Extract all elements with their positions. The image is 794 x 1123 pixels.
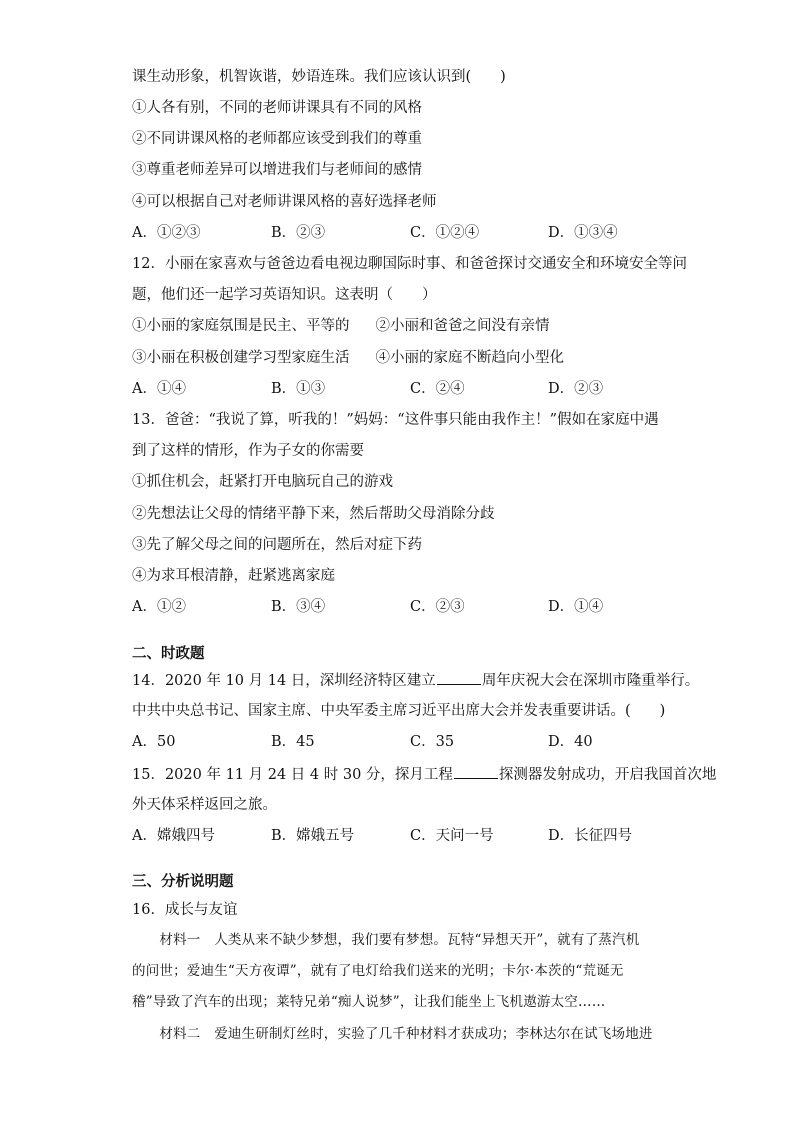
q13-item-1: ①抓住机会，赶紧打开电脑玩自己的游戏	[132, 474, 393, 490]
q12-stem-line-2: 题，他们还一起学习英语知识。这表明（ ）	[132, 287, 437, 303]
section-heading-analysis: 三、分析说明题	[132, 874, 234, 890]
q13-option-d[interactable]: D．①④	[548, 599, 604, 615]
q12-item-2: ②小丽和爸爸之间没有亲情	[375, 318, 550, 334]
q16-title: 16．成长与友谊	[132, 902, 238, 918]
q15-stem-line-2: 外天体采样返回之旅。	[132, 797, 277, 813]
q16-material-2-line-1: 材料二 爱迪生研制灯丝时，实验了几千种材料才获成功；李林达尔在试飞场地进	[132, 1026, 653, 1042]
q11-option-b[interactable]: B．②③	[271, 225, 326, 241]
q11-item-1: ①人各有别，不同的老师讲课具有不同的风格	[132, 100, 422, 116]
q14-option-b[interactable]: B．45	[271, 734, 315, 750]
q11-option-c[interactable]: C．①②④	[410, 225, 480, 241]
q16-material-1-line-2: 的问世；爱迪生“天方夜谭”，就有了电灯给我们送来的光明；卡尔·本茨的“荒诞无	[132, 963, 624, 979]
q13-item-3: ③先了解父母之间的问题所在，然后对症下药	[132, 537, 422, 553]
q14-stem-line-1	[132, 670, 699, 691]
q15-stem-before: 15．2020 年 11 月 24 日 4 时 30 分，探月工程	[132, 767, 453, 783]
q12-option-d[interactable]: D．②③	[548, 381, 604, 397]
q12-option-a[interactable]: A．①④	[132, 381, 186, 397]
q15-option-a[interactable]: A．嫦娥四号	[132, 828, 215, 844]
q11-item-2: ②不同讲课风格的老师都应该受到我们的尊重	[132, 131, 422, 147]
q11-option-d[interactable]: D．①③④	[548, 225, 618, 241]
q15-options	[132, 826, 692, 846]
q12-items-row-2	[132, 348, 564, 368]
q12-item-1: ①小丽的家庭氛围是民主、平等的	[132, 318, 350, 334]
q16-material-1-line-1: 材料一 人类从来不缺少梦想，我们要有梦想。瓦特“异想天开”，就有了蒸汽机	[132, 932, 640, 948]
q12-item-3: ③小丽在积极创建学习型家庭生活	[132, 350, 350, 366]
q14-option-c[interactable]: C．35	[410, 734, 455, 750]
q13-option-b[interactable]: B．③④	[271, 599, 326, 615]
q12-items-row-1	[132, 316, 550, 336]
q14-stem-line-2: 中共中央总书记、国家主席、中央军委主席习近平出席大会并发表重要讲话。( )	[132, 703, 666, 719]
q13-item-4: ④为求耳根清静，赶紧逃离家庭	[132, 568, 335, 584]
q13-options	[132, 597, 692, 617]
q14-option-d[interactable]: D．40	[548, 734, 593, 750]
q14-stem-before: 14．2020 年 10 月 14 日，深圳经济特区建立	[132, 673, 436, 689]
q12-item-4: ④小丽的家庭不断趋向小型化	[375, 350, 564, 366]
q13-stem-line-2: 到了这样的情形，作为子女的你需要	[132, 443, 364, 459]
q12-options	[132, 379, 692, 399]
q12-option-c[interactable]: C．②④	[410, 381, 465, 397]
q13-option-c[interactable]: C．②③	[410, 599, 465, 615]
q11-options	[132, 223, 692, 243]
q12-stem-line-1: 12．小丽在家喜欢与爸爸边看电视边聊国际时事、和爸爸探讨交通安全和环境安全等问	[132, 256, 687, 272]
q15-answer-blank[interactable]	[454, 764, 498, 779]
q11-item-3: ③尊重老师差异可以增进我们与老师间的感情	[132, 162, 422, 178]
q15-option-d[interactable]: D．长征四号	[548, 828, 633, 844]
q13-item-2: ②先想法让父母的情绪平静下来，然后帮助父母消除分歧	[132, 506, 495, 522]
q15-stem-line-1	[132, 764, 716, 785]
q14-answer-blank[interactable]	[437, 670, 481, 685]
q11-stem: 课生动形象，机智诙谐，妙语连珠。我们应该认识到( )	[132, 69, 506, 85]
q14-options	[132, 732, 692, 752]
q14-option-a[interactable]: A．50	[132, 734, 176, 750]
q16-material-1-line-3: 稽”导致了汽车的出现；莱特兄弟“痴人说梦”，让我们能坐上飞机遨游太空……	[132, 994, 606, 1010]
section-heading-current-affairs: 二、时政题	[132, 646, 205, 662]
q15-stem-after: 探测器发射成功，开启我国首次地	[498, 767, 717, 783]
q11-item-4: ④可以根据自己对老师讲课风格的喜好选择老师	[132, 194, 437, 210]
q15-option-c[interactable]: C．天问一号	[410, 828, 494, 844]
q13-option-a[interactable]: A．①②	[132, 599, 186, 615]
q12-option-b[interactable]: B．①③	[271, 381, 326, 397]
q15-option-b[interactable]: B．嫦娥五号	[271, 828, 355, 844]
q14-stem-after: 周年庆祝大会在深圳市隆重举行。	[481, 673, 700, 689]
q13-stem-line-1: 13．爸爸：“我说了算，听我的！”妈妈：“这件事只能由我作主！”假如在家庭中遇	[132, 412, 659, 428]
q11-option-a[interactable]: A．①②③	[132, 225, 201, 241]
